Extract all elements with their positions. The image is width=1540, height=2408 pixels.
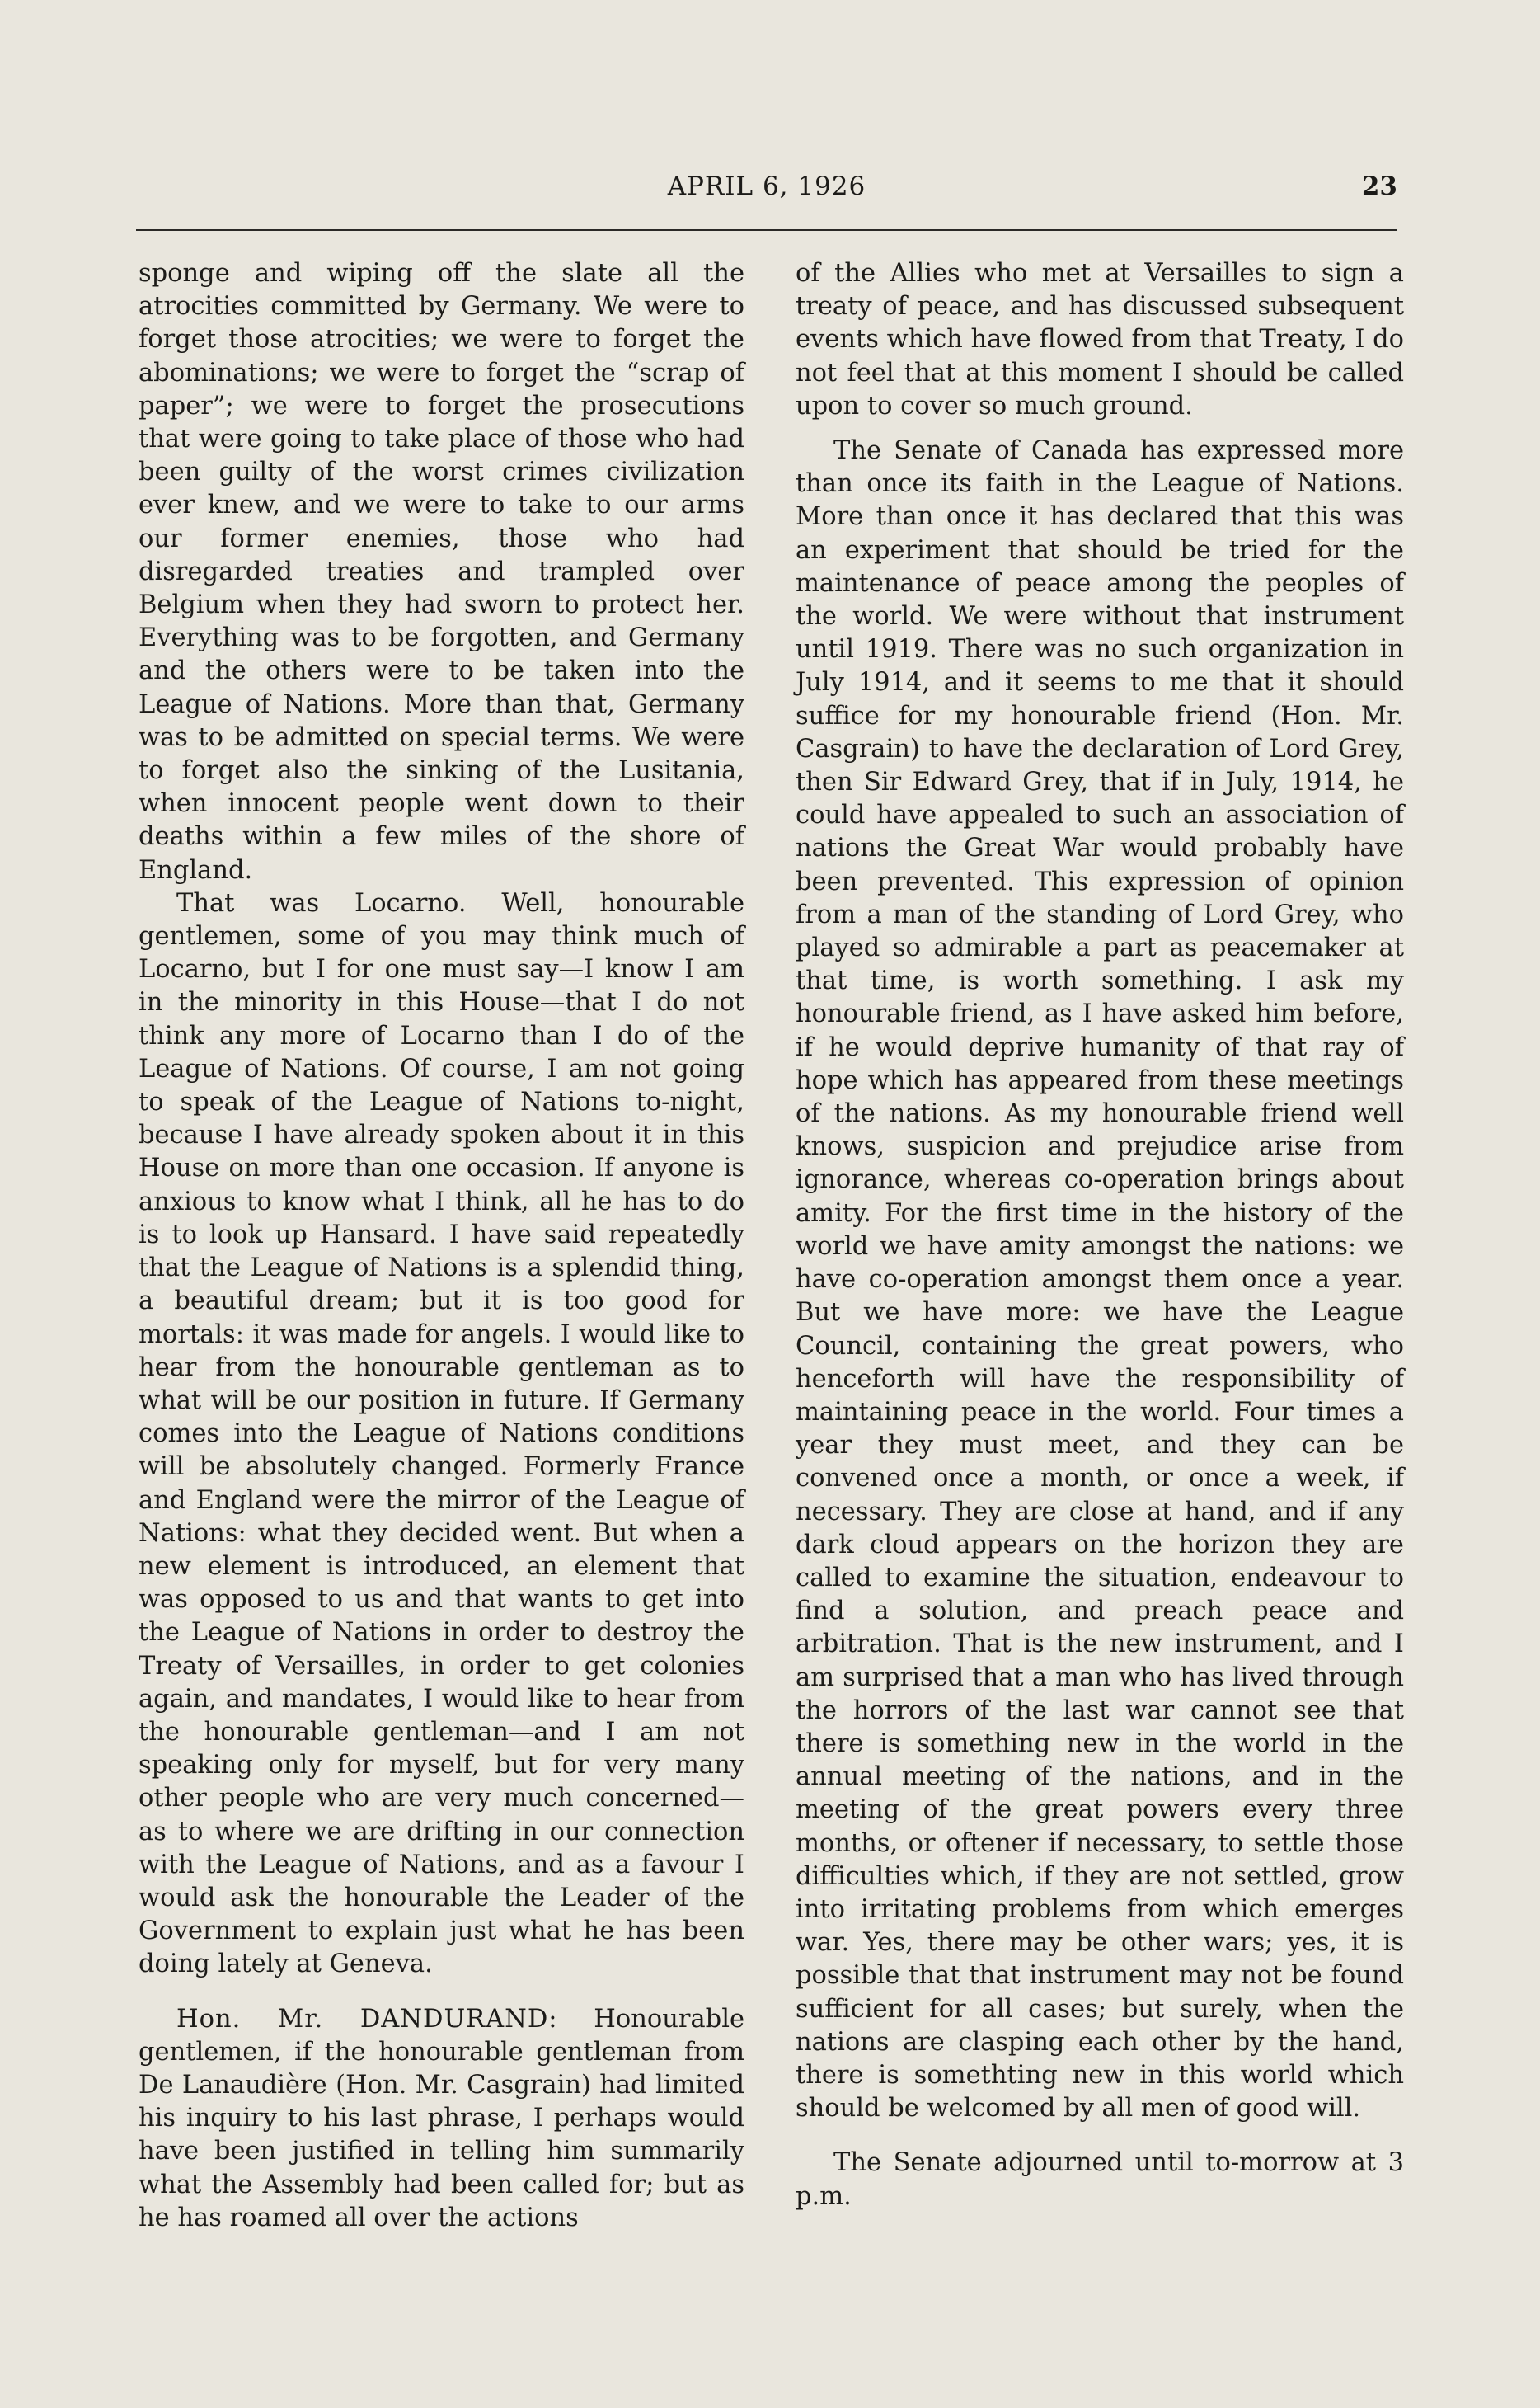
paragraph: sponge and wiping off the slate all the atrocities committed by Germany. We were to forget those atrocities; we were to forget the abominations; we were to forget the “scrap of paper”; we were to forget the prosecutions that were going to take place of those who had been guilty of the worst crimes civilization ever knew, and we were to take to our arms our former enemies, those who had disregarded treaties and trampled over Belgium when they had sworn to protect her. Everything was to be forgotten, and Germany and the others were to be taken into the League of Nations. More than that, Germany was to be admitted on special terms. We were to forget also the sinking of the Lusitania, when innocent people went down to their deaths within a few miles of the shore of England. — [139, 259, 744, 885]
right-column — [796, 257, 1404, 2213]
speech-text: Honourable gentlemen, if the honourable gentleman from De Lanaudière (Hon. Mr. Casgrain) had limited his inquiry to his last phrase, I perhaps would have been justified in telling him summarily what the Assembly had been called for; but as he has roamed all over the actions — [139, 2004, 744, 2232]
speaker-name: Hon. Mr. DANDURAND: — [176, 2004, 558, 2034]
page-header — [136, 172, 1397, 208]
adjournment-note: The Senate adjourned until to-morrow at 3 p.m. — [796, 2148, 1404, 2211]
paragraph: That was Locarno. Well, honourable gentlemen, some of you may think much of Locarno, but I for one must say—I know I am in the minority in this House—that I do not think any more of Locarno than I do of the League of Nations. Of course, I am not going to speak of the League of Nations to-night, because I have already spoken about it in this House on more than one occasion. If anyone is anxious to know what I think, all he has to do is to look up Hansard. I have said repeatedly that the League of Nations is a splendid thing, a beautiful dream; but it is too good for mortals: it was made for angels. I would like to hear from the honourable gentleman as to what will be our position in future. If Germany comes into the League of Nations conditions will be absolutely changed. Formerly France and England were the mirror of the League of Nations: what they decided went. But when a new element is introduced, an element that was opposed to us and that wants to get into the League of Nations in order to destroy the Treaty of Versailles, in order to get colonies again, and mandates, I would like to hear from the honourable gentleman—and I am not speaking only for myself, but for very many other people who are very much concerned—as to where we are drifting in our connection with the League of Nations, and as a favour I would ask the honourable the Leader of the Government to explain just what he has been doing lately at Geneva. — [139, 888, 744, 1979]
speech-paragraph — [139, 2003, 744, 2235]
page-number: 23 — [1361, 172, 1397, 201]
paragraph: The Senate of Canada has expressed more than once its faith in the League of Nations. More than once it has declared that this was an experiment that should be tried for the maintenance of peace among the peoples of the world. We were without that instrument until 1919. There was no such organization in July 1914, and it seems to me that it should suffice for my honourable friend (Hon. Mr. Casgrain) to have the declaration of Lord Grey, then Sir Edward Grey, that if in July, 1914, he could have appealed to such an association of nations the Great War would probably have been prevented. This expression of opinion from a man of the standing of Lord Grey, who played so admirable a part as peacemaker at that time, is worth something. I ask my honourable friend, as I have asked him before, if he would deprive humanity of that ray of hope which has appeared from these meetings of the nations. As my honourable friend well knows, suspicion and prejudice arise from ignorance, whereas co-operation brings about amity. For the first time in the history of the world we have amity amongst the nations: we have co-operation amongst them once a year. But we have more: we have the League Council, containing the great powers, who henceforth will have the responsibility of maintaining peace in the world. Four times a year they must meet, and they can be convened once a month, or once a week, if necessary. They are close at hand, and if any dark cloud appears on the horizon they are called to examine the situation, endeavour to find a solution, and preach peace and arbitration. That is the new instrument, and I am surprised that a man who has lived through the horrors of the last war cannot see that there is something new in the world in the annual meeting of the nations, and in the meeting of the great powers every three months, or oftener if necessary, to settle those difficulties which, if they are not settled, grow into irritating problems from which emerges war. Yes, there may be other wars; yes, it is possible that that instrument may not be found sufficient for all cases; but surely, when the nations are clasping each other by the hand, there is somethting new in this world which should be welcomed by all men of good will. — [796, 436, 1404, 2123]
header-rule — [136, 229, 1397, 231]
left-column — [139, 257, 744, 2235]
page-date-title: APRIL 6, 1926 — [667, 172, 866, 201]
paragraph: of the Allies who met at Versailles to sign a treaty of peace, and has discussed subsequent events which have flowed from that Treaty, I do not feel that at this moment I should be called upon to cover so much ground. — [796, 259, 1404, 421]
